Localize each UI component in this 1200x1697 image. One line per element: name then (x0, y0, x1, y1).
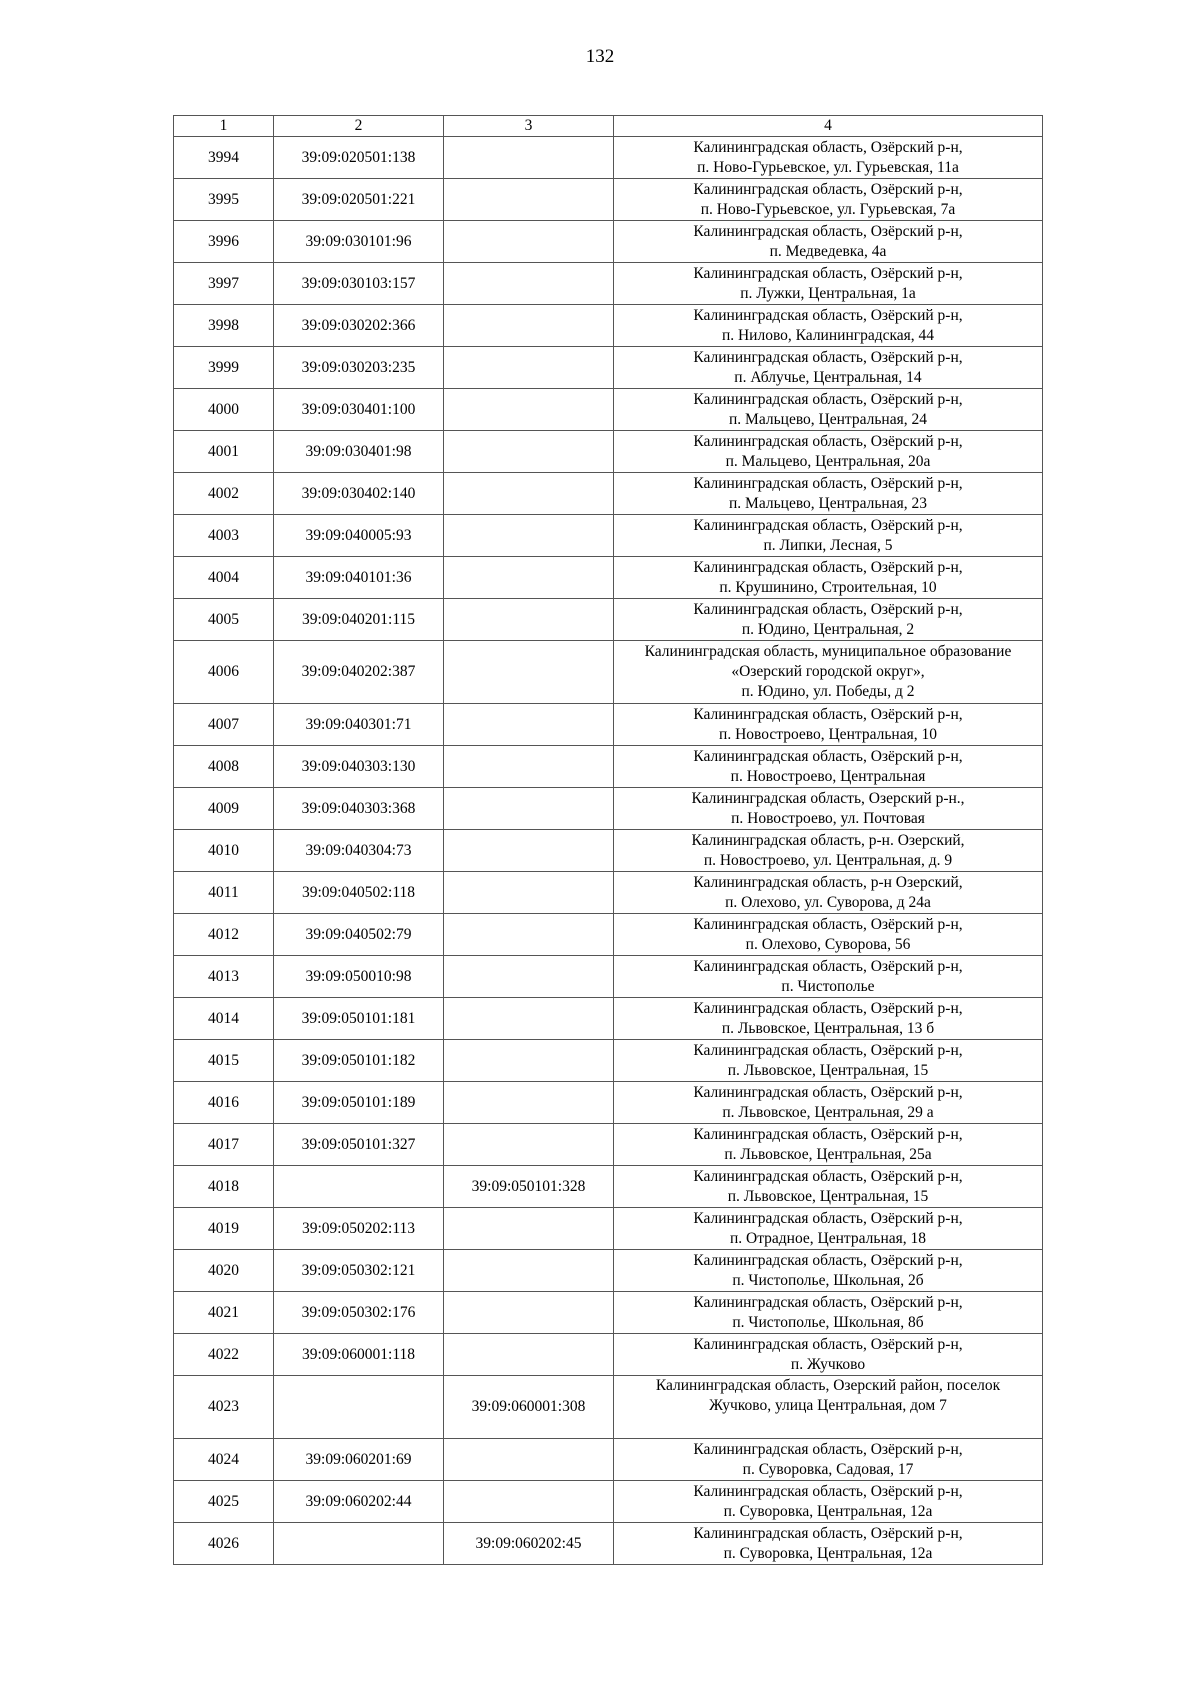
cadastral-number-alt-cell (444, 389, 614, 431)
row-number-cell: 4000 (174, 389, 274, 431)
address-cell: Калининградская область, Озёрский р-н, п. Мальцево, Центральная, 24 (614, 389, 1043, 431)
table-row (174, 998, 1043, 1040)
address-cell: Калининградская область, Озёрский р-н, п. Львовское, Центральная, 15 (614, 1166, 1043, 1208)
table-row (174, 1124, 1043, 1166)
cadastral-number-alt-cell (444, 788, 614, 830)
cadastral-number-cell: 39:09:040201:115 (274, 599, 444, 641)
table-row (174, 1439, 1043, 1481)
cadastral-number-cell: 39:09:050010:98 (274, 956, 444, 998)
address-cell: Калининградская область, Озёрский р-н, п. Жучково (614, 1334, 1043, 1376)
table-row (174, 599, 1043, 641)
cadastral-number-alt-cell (444, 1040, 614, 1082)
cadastral-number-cell: 39:09:050202:113 (274, 1208, 444, 1250)
cadastral-number-alt-cell (444, 137, 614, 179)
row-number-cell: 4004 (174, 557, 274, 599)
column-header-1: 1 (174, 116, 274, 137)
cadastral-number-cell: 39:09:040303:368 (274, 788, 444, 830)
row-number-cell: 4011 (174, 872, 274, 914)
address-cell: Калининградская область, Озёрский р-н, п. Львовское, Центральная, 29 а (614, 1082, 1043, 1124)
row-number-cell: 4026 (174, 1523, 274, 1565)
address-cell: Калининградская область, Озёрский р-н, п. Мальцево, Центральная, 20а (614, 431, 1043, 473)
cadastral-number-cell (274, 1376, 444, 1439)
cadastral-number-alt-cell (444, 1124, 614, 1166)
table-row (174, 830, 1043, 872)
cadastral-number-cell: 39:09:040202:387 (274, 641, 444, 704)
row-number-cell: 4013 (174, 956, 274, 998)
cadastral-number-alt-cell (444, 641, 614, 704)
page-number: 132 (585, 46, 615, 67)
cadastral-number-alt-cell: 39:09:060202:45 (444, 1523, 614, 1565)
cadastral-number-alt-cell (444, 1334, 614, 1376)
table-row (174, 1376, 1043, 1439)
row-number-cell: 3999 (174, 347, 274, 389)
address-cell: Калининградская область, Озёрский р-н, п. Олехово, Суворова, 56 (614, 914, 1043, 956)
address-cell: Калининградская область, Озёрский р-н, п. Новостроево, Центральная (614, 746, 1043, 788)
cadastral-number-cell: 39:09:050101:181 (274, 998, 444, 1040)
table-row (174, 431, 1043, 473)
address-cell: Калининградская область, Озёрский р-н, п. Чистополье, Школьная, 8б (614, 1292, 1043, 1334)
cadastral-number-cell: 39:09:040303:130 (274, 746, 444, 788)
cadastral-number-alt-cell (444, 179, 614, 221)
cadastral-number-cell: 39:09:030202:366 (274, 305, 444, 347)
row-number-cell: 4022 (174, 1334, 274, 1376)
cadastral-number-alt-cell (444, 347, 614, 389)
table-body (174, 137, 1043, 1565)
row-number-cell: 4016 (174, 1082, 274, 1124)
table-row (174, 515, 1043, 557)
address-cell: Калининградская область, Озёрский р-н, п. Львовское, Центральная, 13 б (614, 998, 1043, 1040)
table-row (174, 641, 1043, 704)
table-row (174, 788, 1043, 830)
cadastral-number-cell: 39:09:040301:71 (274, 704, 444, 746)
row-number-cell: 3998 (174, 305, 274, 347)
cadastral-number-alt-cell (444, 1292, 614, 1334)
row-number-cell: 4018 (174, 1166, 274, 1208)
table-row (174, 1166, 1043, 1208)
cadastral-number-cell: 39:09:020501:138 (274, 137, 444, 179)
table-row (174, 1250, 1043, 1292)
table-row (174, 956, 1043, 998)
cadastral-number-cell: 39:09:050302:176 (274, 1292, 444, 1334)
table-row (174, 473, 1043, 515)
row-number-cell: 4025 (174, 1481, 274, 1523)
address-cell: Калининградская область, Озёрский р-н, п. Юдино, Центральная, 2 (614, 599, 1043, 641)
cadastral-number-cell: 39:09:040304:73 (274, 830, 444, 872)
cadastral-number-alt-cell (444, 830, 614, 872)
address-cell: Калининградская область, р-н. Озерский, п. Новостроево, ул. Центральная, д. 9 (614, 830, 1043, 872)
cadastral-number-alt-cell (444, 431, 614, 473)
cadastral-number-cell (274, 1523, 444, 1565)
row-number-cell: 4005 (174, 599, 274, 641)
address-cell: Калининградская область, Озёрский р-н, п. Крушинино, Строительная, 10 (614, 557, 1043, 599)
cadastral-number-cell: 39:09:060202:44 (274, 1481, 444, 1523)
cadastral-number-cell: 39:09:030401:98 (274, 431, 444, 473)
row-number-cell: 4019 (174, 1208, 274, 1250)
address-cell: Калининградская область, Озёрский р-н, п. Аблучье, Центральная, 14 (614, 347, 1043, 389)
cadastral-number-cell: 39:09:030103:157 (274, 263, 444, 305)
address-cell: Калининградская область, Озёрский р-н, п. Чистополье, Школьная, 2б (614, 1250, 1043, 1292)
table-row (174, 305, 1043, 347)
table-row (174, 389, 1043, 431)
cadastral-number-cell: 39:09:050302:121 (274, 1250, 444, 1292)
row-number-cell: 3994 (174, 137, 274, 179)
row-number-cell: 4020 (174, 1250, 274, 1292)
row-number-cell: 4017 (174, 1124, 274, 1166)
cadastral-number-cell: 39:09:030101:96 (274, 221, 444, 263)
cadastral-number-cell (274, 1166, 444, 1208)
table-row (174, 1082, 1043, 1124)
cadastral-number-cell: 39:09:050101:189 (274, 1082, 444, 1124)
table-row (174, 914, 1043, 956)
row-number-cell: 4003 (174, 515, 274, 557)
cadastral-number-alt-cell: 39:09:050101:328 (444, 1166, 614, 1208)
address-cell: Калининградская область, Озёрский р-н, п. Львовское, Центральная, 15 (614, 1040, 1043, 1082)
column-header-2: 2 (274, 116, 444, 137)
table-row (174, 746, 1043, 788)
cadastral-number-cell: 39:09:030402:140 (274, 473, 444, 515)
table-row (174, 1523, 1043, 1565)
cadastral-number-alt-cell (444, 221, 614, 263)
row-number-cell: 4001 (174, 431, 274, 473)
column-header-4: 4 (614, 116, 1043, 137)
cadastral-number-alt-cell (444, 956, 614, 998)
row-number-cell: 4021 (174, 1292, 274, 1334)
row-number-cell: 4008 (174, 746, 274, 788)
address-cell: Калининградская область, Озёрский р-н, п. Суворовка, Садовая, 17 (614, 1439, 1043, 1481)
cadastral-number-cell: 39:09:040101:36 (274, 557, 444, 599)
cadastral-number-alt-cell: 39:09:060001:308 (444, 1376, 614, 1439)
cadastral-number-alt-cell (444, 746, 614, 788)
address-cell: Калининградская область, Озёрский р-н, п. Липки, Лесная, 5 (614, 515, 1043, 557)
cadastral-number-alt-cell (444, 872, 614, 914)
cadastral-number-alt-cell (444, 263, 614, 305)
address-cell: Калининградская область, Озёрский р-н, п. Суворовка, Центральная, 12а (614, 1481, 1043, 1523)
table-row (174, 221, 1043, 263)
address-cell: Калининградская область, Озёрский р-н, п. Нилово, Калининградская, 44 (614, 305, 1043, 347)
cadastral-number-cell: 39:09:040502:118 (274, 872, 444, 914)
table-row (174, 1040, 1043, 1082)
address-cell: Калининградская область, Озёрский р-н, п. Львовское, Центральная, 25а (614, 1124, 1043, 1166)
row-number-cell: 4007 (174, 704, 274, 746)
address-cell: Калининградская область, Озёрский р-н, п. Ново-Гурьевское, ул. Гурьевская, 11а (614, 137, 1043, 179)
cadastral-number-cell: 39:09:030401:100 (274, 389, 444, 431)
row-number-cell: 4009 (174, 788, 274, 830)
cadastral-number-cell: 39:09:050101:327 (274, 1124, 444, 1166)
cadastral-number-alt-cell (444, 1439, 614, 1481)
address-cell: Калининградская область, Озёрский р-н, п. Чистополье (614, 956, 1043, 998)
row-number-cell: 4002 (174, 473, 274, 515)
row-number-cell: 4024 (174, 1439, 274, 1481)
cadastral-number-cell: 39:09:060201:69 (274, 1439, 444, 1481)
table-row (174, 1208, 1043, 1250)
cadastral-number-cell: 39:09:030203:235 (274, 347, 444, 389)
table-row (174, 263, 1043, 305)
address-cell: Калининградская область, Озерский р-н., п. Новостроево, ул. Почтовая (614, 788, 1043, 830)
cadastral-number-cell: 39:09:060001:118 (274, 1334, 444, 1376)
cadastral-number-alt-cell (444, 515, 614, 557)
address-cell: Калининградская область, Озёрский р-н, п. Новостроево, Центральная, 10 (614, 704, 1043, 746)
column-header-3: 3 (444, 116, 614, 137)
table-row (174, 1334, 1043, 1376)
cadastral-number-alt-cell (444, 1082, 614, 1124)
row-number-cell: 4012 (174, 914, 274, 956)
address-cell: Калининградская область, муниципальное образование «Озерский городской округ», п. Юдино, ул. Победы, д 2 (614, 641, 1043, 704)
table-row (174, 1481, 1043, 1523)
row-number-cell: 4014 (174, 998, 274, 1040)
address-cell: Калининградская область, Озёрский р-н, п. Ново-Гурьевское, ул. Гурьевская, 7а (614, 179, 1043, 221)
header-row (174, 116, 1043, 137)
row-number-cell: 3995 (174, 179, 274, 221)
cadastral-number-cell: 39:09:020501:221 (274, 179, 444, 221)
cadastral-number-alt-cell (444, 305, 614, 347)
table-row (174, 704, 1043, 746)
address-cell: Калининградская область, Озёрский р-н, п. Отрадное, Центральная, 18 (614, 1208, 1043, 1250)
cadastral-number-alt-cell (444, 998, 614, 1040)
row-number-cell: 3997 (174, 263, 274, 305)
address-cell: Калининградская область, Озёрский р-н, п. Медведевка, 4а (614, 221, 1043, 263)
row-number-cell: 4006 (174, 641, 274, 704)
table-row (174, 179, 1043, 221)
table-header (174, 116, 1043, 137)
cadastral-number-alt-cell (444, 473, 614, 515)
table-row (174, 872, 1043, 914)
cadastral-number-alt-cell (444, 704, 614, 746)
address-cell: Калининградская область, Озёрский р-н, п. Мальцево, Центральная, 23 (614, 473, 1043, 515)
table-row (174, 137, 1043, 179)
row-number-cell: 4010 (174, 830, 274, 872)
cadastral-number-alt-cell (444, 599, 614, 641)
address-cell: Калининградская область, Озёрский р-н, п. Суворовка, Центральная, 12а (614, 1523, 1043, 1565)
cadastral-number-alt-cell (444, 1481, 614, 1523)
row-number-cell: 4023 (174, 1376, 274, 1439)
address-cell: Калининградская область, Озерский район, поселок Жучково, улица Центральная, дом 7 (614, 1376, 1043, 1439)
cadastral-number-cell: 39:09:040005:93 (274, 515, 444, 557)
row-number-cell: 4015 (174, 1040, 274, 1082)
table-row (174, 1292, 1043, 1334)
row-number-cell: 3996 (174, 221, 274, 263)
address-cell: Калининградская область, р-н Озерский, п. Олехово, ул. Суворова, д 24а (614, 872, 1043, 914)
address-cell: Калининградская область, Озёрский р-н, п. Лужки, Центральная, 1а (614, 263, 1043, 305)
table-row (174, 557, 1043, 599)
cadastral-number-alt-cell (444, 557, 614, 599)
cadastral-number-cell: 39:09:050101:182 (274, 1040, 444, 1082)
cadastral-number-alt-cell (444, 1250, 614, 1292)
cadastral-number-alt-cell (444, 914, 614, 956)
cadastral-number-alt-cell (444, 1208, 614, 1250)
table-row (174, 347, 1043, 389)
cadastral-number-cell: 39:09:040502:79 (274, 914, 444, 956)
registry-table (173, 115, 1043, 1565)
